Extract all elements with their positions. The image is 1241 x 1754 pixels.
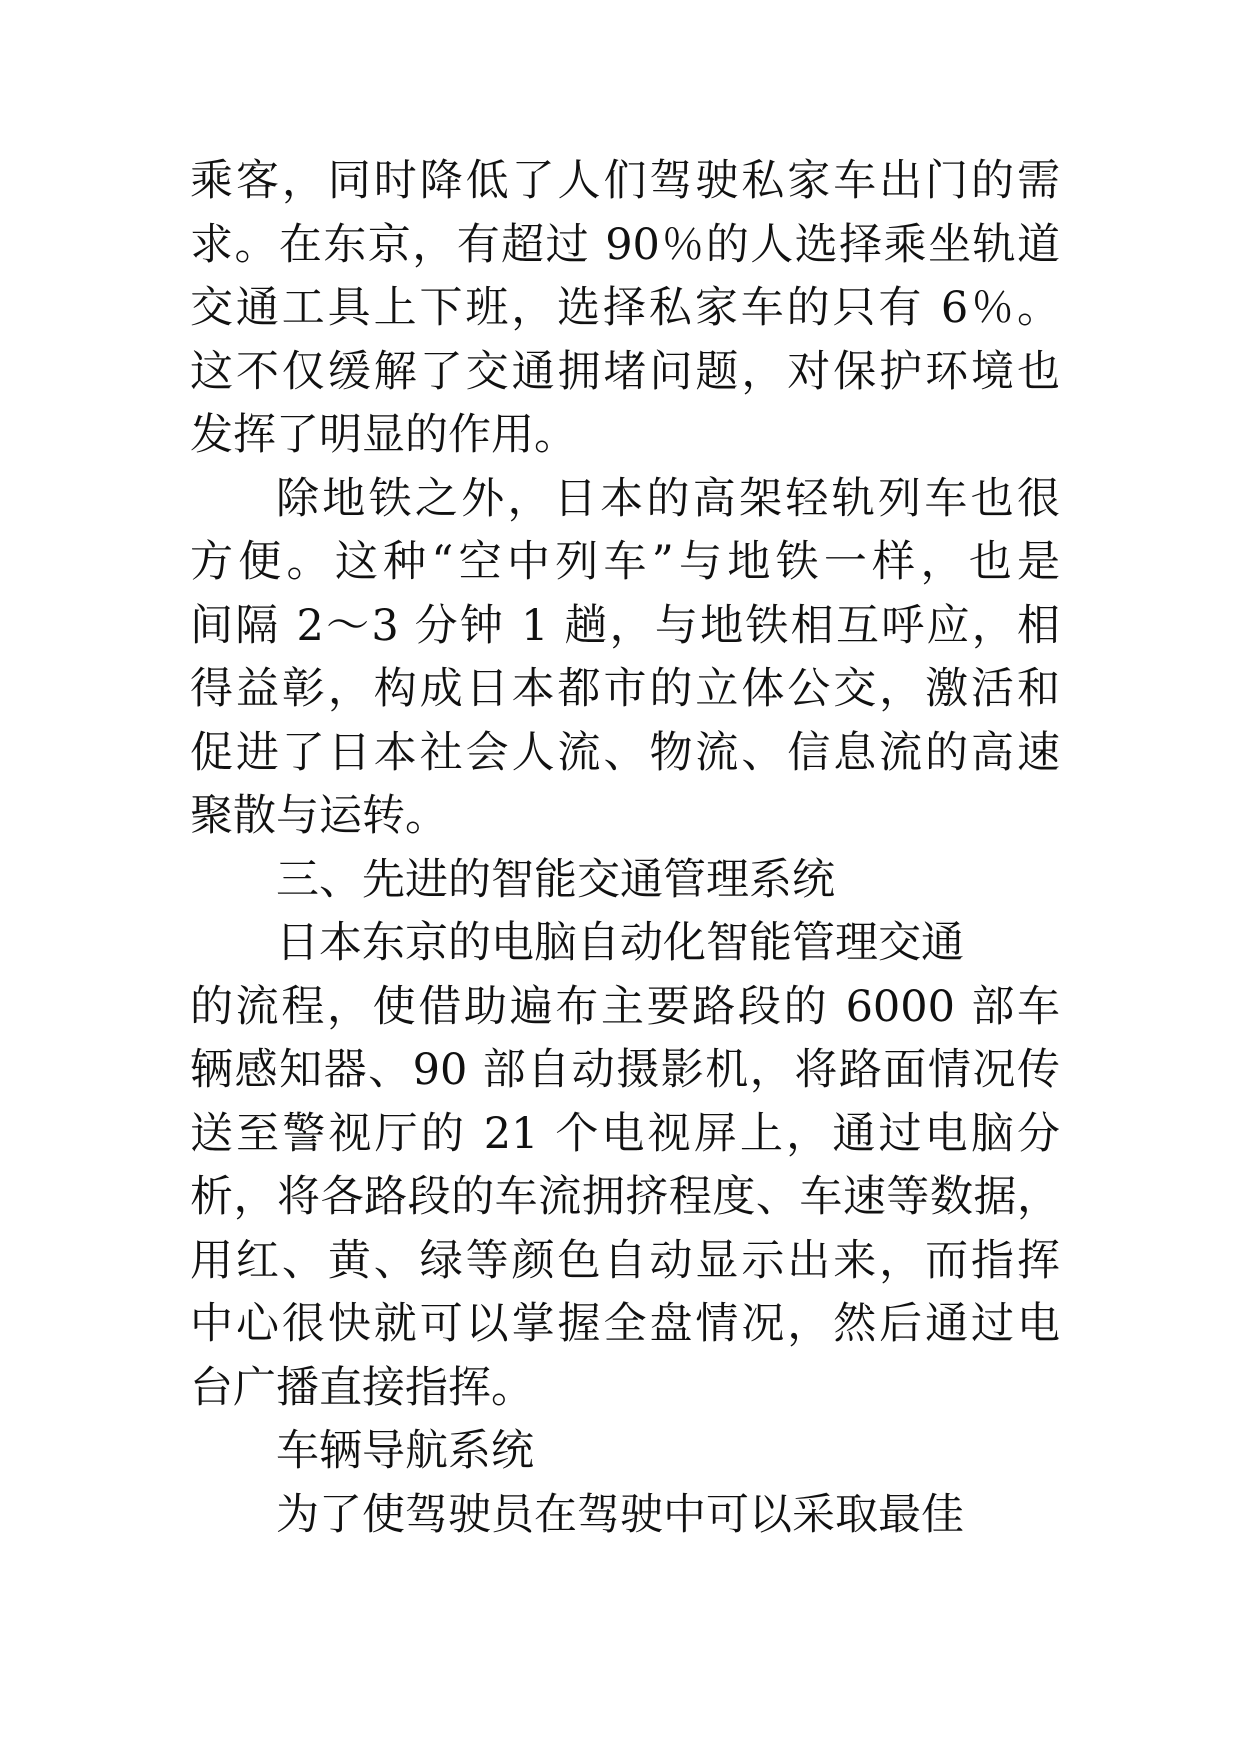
text-line: 发挥了明显的作用。 (190, 410, 577, 460)
section-heading: 车辆导航系统 (276, 1426, 534, 1476)
text-line: 乘客，同时降低了人们驾驶私家车出门的需 (190, 156, 1060, 206)
text-line: 方便。这种“空中列车”与地铁一样，也是 (190, 537, 1060, 587)
text-line: 促进了日本社会人流、物流、信息流的高速 (190, 727, 1060, 778)
section-heading: 三、先进的智能交通管理系统 (276, 854, 835, 905)
text-line: 析，将各路段的车流拥挤程度、车速等数据， (190, 1172, 1060, 1222)
text-line: 得益彰，构成日本都市的立体公交，激活和 (190, 664, 1060, 714)
text-line: 台广播直接指挥。 (190, 1362, 534, 1413)
text-line: 聚散与运转。 (190, 791, 448, 841)
text-line: 为了使驾驶员在驾驶中可以采取最佳 (276, 1489, 964, 1540)
text-line: 这不仅缓解了交通拥堵问题，对保护环境也 (190, 346, 1060, 397)
text-line: 日本东京的电脑自动化智能管理交通 (276, 918, 964, 968)
text-line: 送至警视厅的 21 个电视屏上，通过电脑分 (190, 1108, 1060, 1159)
body-text (190, 150, 1060, 1547)
text-line: 辆感知器、90 部自动摄影机，将路面情况传 (190, 1045, 1060, 1095)
text-line: 求。在东京，有超过 90％的人选择乘坐轨道 (190, 219, 1060, 270)
text-line: 交通工具上下班，选择私家车的只有 6％。 (190, 283, 1060, 333)
text-line: 除地铁之外，日本的高架轻轨列车也很 (276, 473, 1060, 524)
text-line: 用红、黄、绿等颜色自动显示出来，而指挥 (190, 1235, 1060, 1286)
text-line: 间隔 2～3 分钟 1 趟，与地铁相互呼应，相 (190, 600, 1060, 651)
text-line: 中心很快就可以掌握全盘情况，然后通过电 (190, 1299, 1060, 1349)
text-line: 的流程，使借助遍布主要路段的 6000 部车 (190, 981, 1060, 1032)
